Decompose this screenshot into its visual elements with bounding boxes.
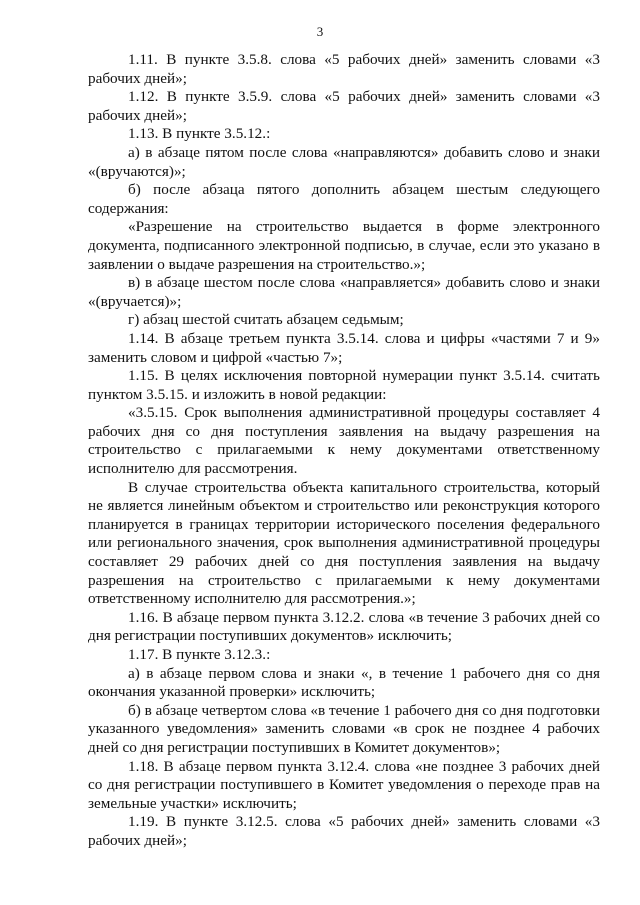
- paragraph: 1.17. В пункте 3.12.3.:: [128, 646, 271, 663]
- paragraph: 1.11. В пункте 3.5.8. слова «5 рабочих дней» заменить словами «3 рабочих дней»;: [88, 51, 600, 87]
- paragraph: 1.14. В абзаце третьем пункта 3.5.14. слова и цифры «частями 7 и 9» заменить словом и цифрой «частью 7»;: [88, 329, 600, 366]
- paragraph: в) в абзаце шестом после слова «направляется» добавить слово и знаки «(вручается)»;: [88, 274, 600, 310]
- paragraph: 1.12. В пункте 3.5.9. слова «5 рабочих дней» заменить словами «3 рабочих дней»;: [88, 88, 600, 124]
- page-number: 3: [316, 24, 324, 39]
- paragraph: б) после абзаца пятого дополнить абзацем шестым следующего содержания:: [88, 181, 600, 217]
- paragraph: 1.18. В абзаце первом пункта 3.12.4. слова «не позднее 3 рабочих дней со дня регистрации поступившего в Комитет уведомления о переходе прав на земельные участки» исключить;: [88, 757, 600, 812]
- paragraph: а) в абзаце пятом после слова «направляются» добавить слово и знаки «(вручаются)»;: [88, 143, 600, 180]
- document-body: [88, 51, 600, 851]
- paragraph: 1.19. В пункте 3.12.5. слова «5 рабочих дней» заменить словами «3 рабочих дней»;: [88, 813, 600, 849]
- paragraph: В случае строительства объекта капитального строительства, который не является линейным объектом и строительство или реконструкция которого планируется в границах территории исторического поселения федерального или регионального значения, срок выполнения административной процедуры составляет 29 рабочих дней со дня поступления заявления на выдачу разрешения на строительство с прилагаемыми к нему документами ответственному исполнителю для рассмотрения.»;: [88, 478, 600, 608]
- paragraph: б) в абзаце четвертом слова «в течение 1 рабочего дня со дня подготовки указанного уведомления» заменить словами «в срок не позднее 4 рабочих дней со дня регистрации поступивших в Комитет документов»;: [88, 701, 600, 756]
- paragraph: 1.15. В целях исключения повторной нумерации пункт 3.5.14. считать пунктом 3.5.15. и изложить в новой редакции:: [88, 367, 600, 403]
- paragraph: «3.5.15. Срок выполнения административной процедуры составляет 4 рабочих дня со дня поступления заявления на выдачу разрешения на строительство с прилагаемыми к нему документами ответственному исполнителю для рассмотрения.: [88, 404, 600, 478]
- paragraph: 1.13. В пункте 3.5.12.:: [128, 125, 271, 143]
- paragraph: 1.16. В абзаце первом пункта 3.12.2. слова «в течение 3 рабочих дней со дня регистрации поступивших документов» исключить;: [88, 608, 600, 645]
- paragraph: а) в абзаце первом слова и знаки «, в течение 1 рабочего дня со дня окончания указанной проверки» исключить;: [88, 664, 600, 701]
- paragraph: «Разрешение на строительство выдается в форме электронного документа, подписанного электронной подписью, в случае, если это указано в заявлении о выдаче разрешения на строительство.»;: [88, 218, 600, 273]
- paragraph: г) абзац шестой считать абзацем седьмым;: [128, 311, 404, 329]
